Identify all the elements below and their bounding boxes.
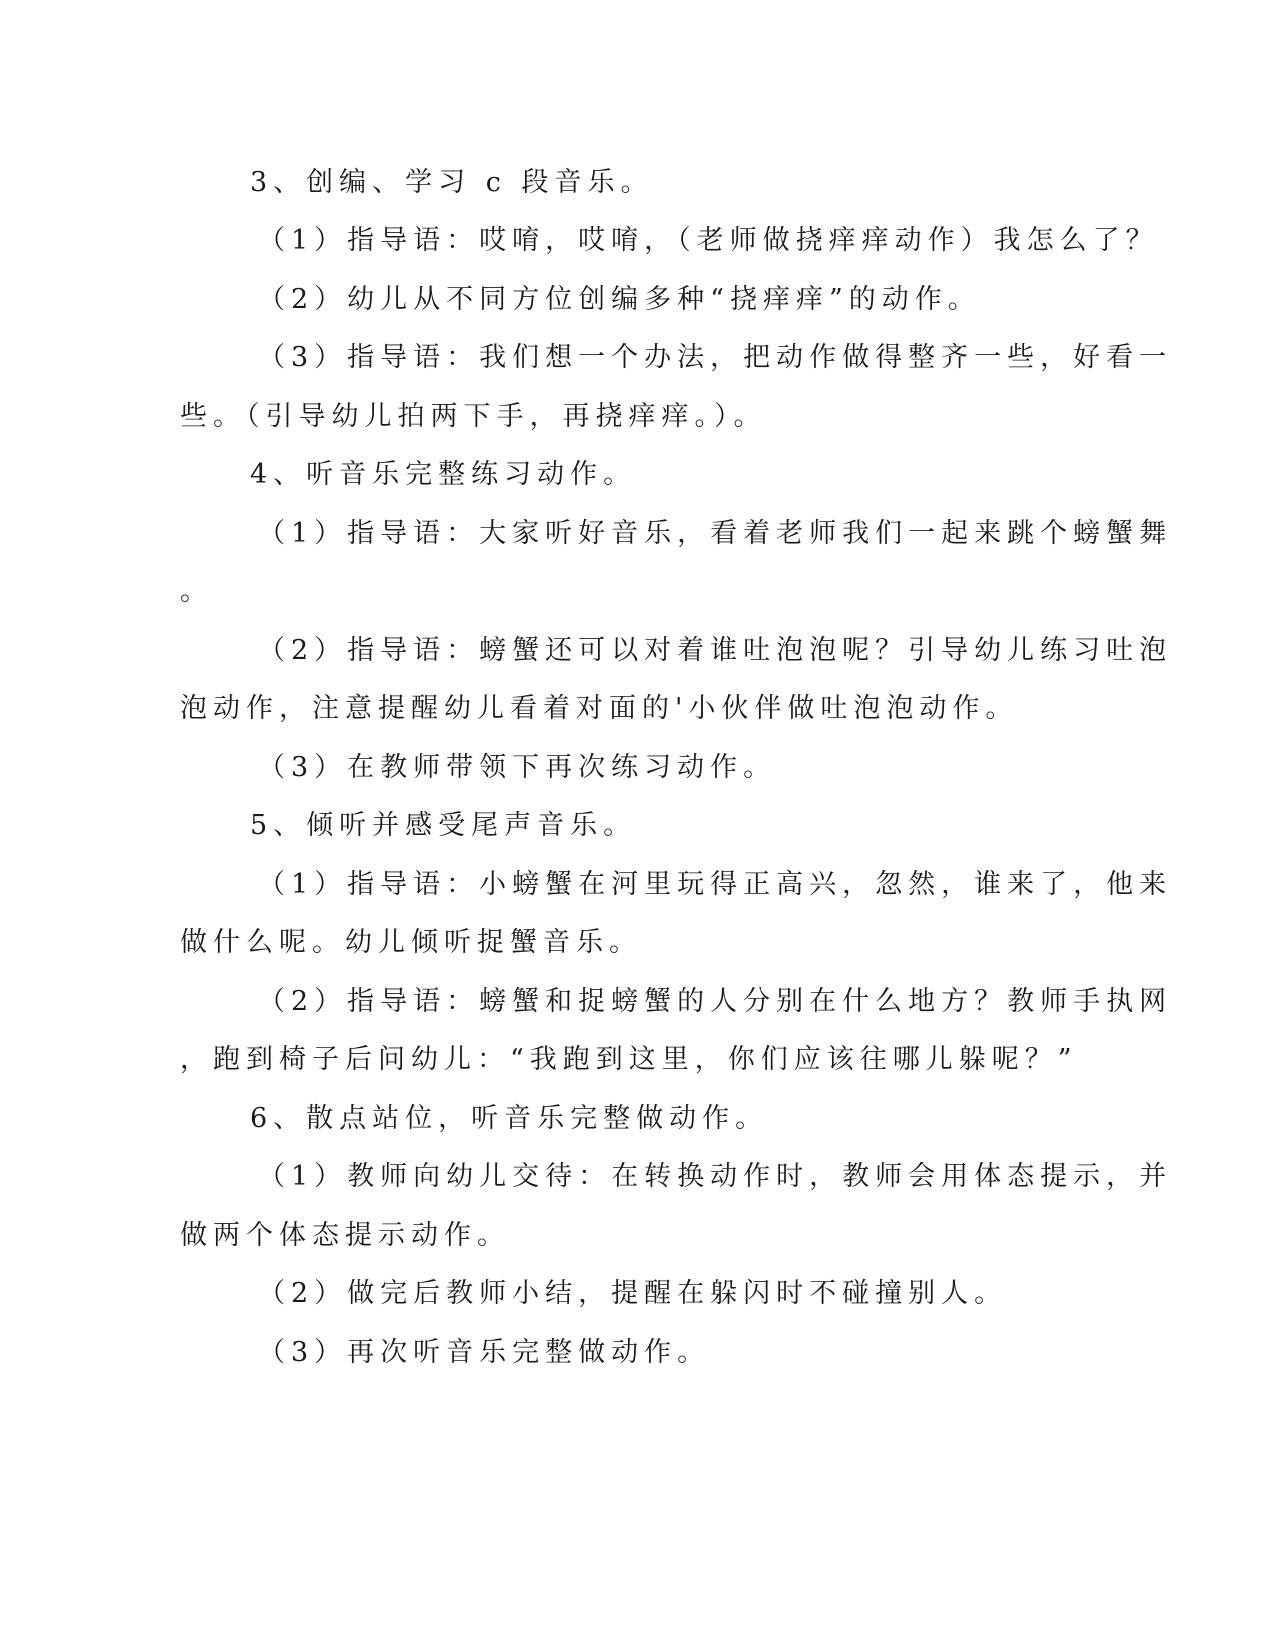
- section-heading-5: 5、倾听并感受尾声音乐。: [250, 810, 637, 841]
- paragraph-line: （3）再次听音乐完整做动作。: [258, 1337, 711, 1368]
- paragraph-line: 做什么呢。幼儿倾听捉蟹音乐。: [180, 927, 642, 958]
- paragraph-line: （2）幼儿从不同方位创编多种“挠痒痒”的动作。: [258, 284, 981, 315]
- paragraph-line: 泡动作，注意提醒幼儿看着对面的'小伙伴做吐泡泡动作。: [180, 693, 1019, 724]
- section-heading-3: 3、创编、学习 c 段音乐。: [250, 167, 654, 198]
- paragraph-line: （2）做完后教师小结，提醒在躲闪时不碰撞别人。: [258, 1278, 1008, 1309]
- paragraph-line: （1）指导语：哎唷，哎唷，（老师做挠痒痒动作）我怎么了？: [258, 225, 1159, 256]
- section-heading-6: 6、散点站位，听音乐完整做动作。: [250, 1103, 769, 1134]
- paragraph-line: （3）指导语：我们想一个办法，把动作做得整齐一些，好看一: [258, 342, 1173, 373]
- paragraph-line: （2）指导语：螃蟹还可以对着谁吐泡泡呢？引导幼儿练习吐泡: [258, 635, 1173, 666]
- section-heading-4: 4、听音乐完整练习动作。: [250, 459, 637, 490]
- paragraph-line: 。: [180, 576, 213, 607]
- paragraph-line: 些。（引导幼儿拍两下手，再挠痒痒。）。: [180, 401, 767, 432]
- paragraph-line: （3）在教师带领下再次练习动作。: [258, 752, 777, 783]
- paragraph-line: ，跑到椅子后问幼儿：“我跑到这里，你们应该往哪儿躲呢？”: [180, 1044, 1078, 1075]
- paragraph-line: （1）教师向幼儿交待：在转换动作时，教师会用体态提示，并: [258, 1161, 1173, 1192]
- paragraph-line: （1）指导语：大家听好音乐，看着老师我们一起来跳个螃蟹舞: [258, 518, 1173, 549]
- paragraph-line: （1）指导语：小螃蟹在河里玩得正高兴，忽然，谁来了，他来: [258, 869, 1173, 900]
- paragraph-line: 做两个体态提示动作。: [180, 1220, 510, 1251]
- paragraph-line: （2）指导语：螃蟹和捉螃蟹的人分别在什么地方？教师手执网: [258, 986, 1173, 1017]
